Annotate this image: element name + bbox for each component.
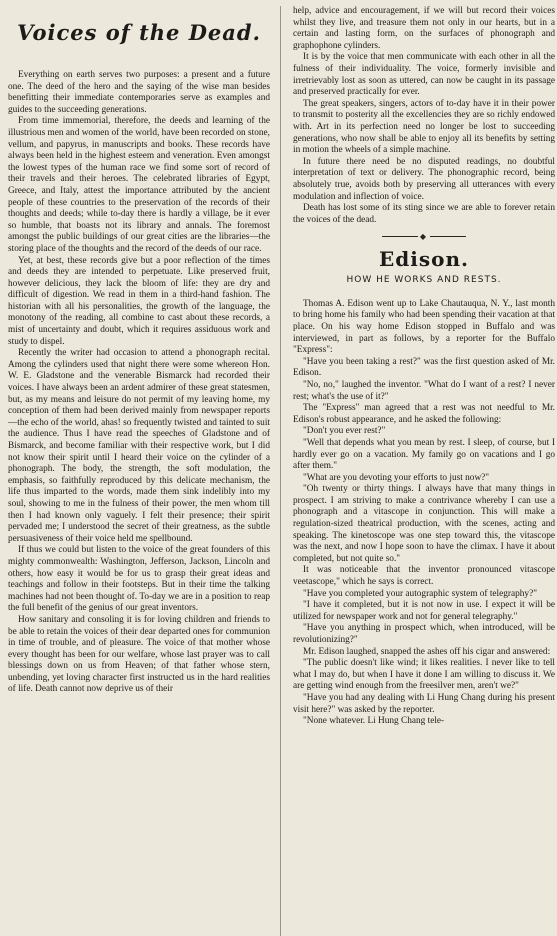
divider-line — [430, 236, 466, 237]
article-paragraph: "Have you completed your autographic system of telegraphy?" — [303, 588, 537, 599]
article-paragraph: "Don't you ever rest?" — [303, 426, 386, 437]
article-paragraph: In future there need be no disputed readings, no doubtful interpretation of text or delivery. The phonographic record, being absolutely true, avoids both by preserving all utterances with every modulation and inflection of voice. — [293, 156, 555, 202]
article-paragraph: "Have you anything in prospect which, when introduced, will be revolutionizing?" — [293, 623, 555, 645]
article-paragraph: The "Express" man agreed that a rest was not needful to Mr. Edison's robust appearance, and he asked the following: — [293, 403, 555, 425]
article-title-edison: Edison. — [379, 246, 469, 271]
article-paragraph: "Oh twenty or thirty things. I always have that many things in prospect. I am striving to make a contrivance whereby I can use a phonograph and a vitascope in conjunction. This will make a regulation-sized theatrical production, with the scenes, acting and speaking. The kinetoscope was one step toward this, the vitascope was the next, and now I hope soon to have the climax. I have it about completed, but not quite so." — [293, 484, 555, 564]
article-paragraph: "None whatever. Li Hung Chang tele- — [303, 716, 445, 727]
article-paragraph: It was noticeable that the inventor pronounced vitascope veetascope," which he says is correct. — [293, 565, 555, 588]
article-paragraph: How sanitary and consoling it is for loving children and friends to be able to retain the voices of their dear departed ones for communion in time of trouble, and of pleasure. The voice of that mother whose every thought has been for our welfare, whose last prayer was to call blessings down on us from Heaven; of that father whose stern, unbending, yet loving character first instructed us in the hard realities of life. Death cannot now deprive us of their — [8, 614, 270, 695]
article-paragraph: "The public doesn't like wind; it likes realities. I never like to tell what I may do, but when I have it done I am willing to discuss it. We are getting wind enough from the freesilver men, aren't we?" — [293, 658, 555, 692]
voices-article-body — [8, 70, 270, 696]
article-paragraph: Recently the writer had occasion to attend a phonograph recital. Among the cylinders used that night there were some whereon Hon. W. E. Gladstone and the venerable Bismarck had recorded their voices. I have always been an ardent admirer of these great statesmen, but, as my means and leisure do not permit of my leaving home, my conception of them had been derived mainly from newspaper reports—the echo of the world, ahas! so frequently twisted and tainted to suit the audience. Thus I have read the speeches of Gladstone and of Bismarck, and become familiar with their respective work, but I did not know their spirit until I heard their voice on the cylinder of a phonograph. The body, the strength, the soft modulation, the emphasis, so faithfully reproduced by this delicate mechanism, the life thus imparted to the words, made them sink indelibly into my soul, showing to me in the fulness of their power, the men whom till then I had known only vaguely. I felt their presence; their spirit pervaded me; I understood the secret of their greatness, as the subtle persuasiveness of their voice held me spellbound. — [8, 348, 270, 544]
article-paragraph: If thus we could but listen to the voice of the great founders of this mighty commonwealth: Washington, Jefferson, Jackson, Lincoln and others, how easy it would be for us to grasp their great ideas and teachings and follow in their footsteps. But in their time the talking machines had not been thought of. To-day we are in a position to reap the full benefit of the genius of our great inventors. — [8, 545, 270, 614]
article-paragraph: From time immemorial, therefore, the deeds and learning of the illustrious men and women of the world, have been recorded on stone, vellum, and papyrus, in manuscripts and books. These records have always been held in the highest esteem and veneration. Even amongst the lowest types of the human race we find some sort of record of their travels and their heroes. The celebrated libraries of Egypt, Greece, and Italy, attest the importance attributed by the ancient people of these countries to the preservation of the records of their thoughts and deeds; while to-day there is hardly a village, be it ever so humble, that boasts not its library and annals. The foremost amongst the public buildings of our great cities are the libraries—the storing place of the thoughts and the record of the deeds of our race. — [8, 116, 270, 254]
article-paragraph: "Well that depends what you mean by rest. I sleep, of course, but I hardly ever go on a vacation. My family go on vacations and I go after them." — [293, 437, 555, 472]
article-paragraph: Death has lost some of its sting since we are able to forever retain the voices of the dead. — [293, 203, 555, 225]
edison-article-body — [293, 299, 555, 728]
article-paragraph: Everything on earth serves two purposes: a present and a future one. The deed of the hero and the saying of the wise man besides benefitting their immediate contemporaries serve as examples and guides to the succeeding generations. — [8, 70, 270, 115]
voices-article-continuation — [293, 6, 555, 226]
article-paragraph: Mr. Edison laughed, snapped the ashes off his cigar and answered: — [303, 646, 551, 657]
article-paragraph: "No, no," laughed the inventor. "What do I want of a rest? I never rest; what's the use of it?" — [293, 379, 555, 402]
article-paragraph: help, advice and encouragement, if we will but record their voices whilst they live, and treasure them not only in our hearts, but in a certain and lasting form, on the surfaces of phonograph and graphophone cylinders. — [293, 6, 555, 51]
article-paragraph: The great speakers, singers, actors of to-day have it in their power to transmit to posterity all the excellencies they are so richly endowed with. Art in its perfection need no longer be lost to succeeding generations, who now shall be able to enjoy all its benefits by setting in motion the wheels of a simple machine. — [293, 98, 555, 156]
section-divider — [293, 231, 555, 241]
divider-ornament-icon: ◆ — [419, 231, 429, 241]
article-paragraph: It is by the voice that men communicate with each other in all the fulness of their individuality. The voice, formerly invisible and irretrievably lost as soon as uttered, can now be caught in its passage and preserved practically for ever. — [293, 52, 555, 98]
article-paragraph: "I have it completed, but it is not now in use. I expect it will be utilized for newspaper work and not for general telegraphy." — [293, 600, 555, 622]
left-column — [8, 6, 281, 936]
article-paragraph: "Have you had any dealing with Li Hung Chang during his present visit here?" was asked by the reporter. — [293, 692, 555, 715]
article-subtitle: HOW HE WORKS AND RESTS. — [346, 274, 502, 285]
article-paragraph: Thomas A. Edison went up to Lake Chautauqua, N. Y., last month to bring home his family who had been spending their vacation at that place. On his way home Edison stopped in Buffalo and was interviewed, in part as follows, by a reporter for the Buffalo "Express": — [293, 298, 555, 356]
article-paragraph: Yet, at best, these records give but a poor reflection of the times and deeds they are intended to perpetuate. Like preserved fruit, however delicious, they lack the bloom of life: they are dry and difficult of digestion. We read in them in a third-hand fashion. The historian with all his personalities, the growth of the language, the monotony of the reading, all combine to cast about these records, a mist of uncertainty and doubt, which it requires assiduous work and study to dispel. — [8, 255, 270, 347]
divider-line — [382, 236, 418, 237]
article-title-voices: Voices of the Dead. — [17, 20, 261, 45]
article-paragraph: "What are you devoting your efforts to just now?" — [303, 472, 490, 483]
article-paragraph: "Have you been taking a rest?" was the first question asked of Mr. Edison. — [293, 356, 555, 379]
right-column — [293, 6, 555, 936]
